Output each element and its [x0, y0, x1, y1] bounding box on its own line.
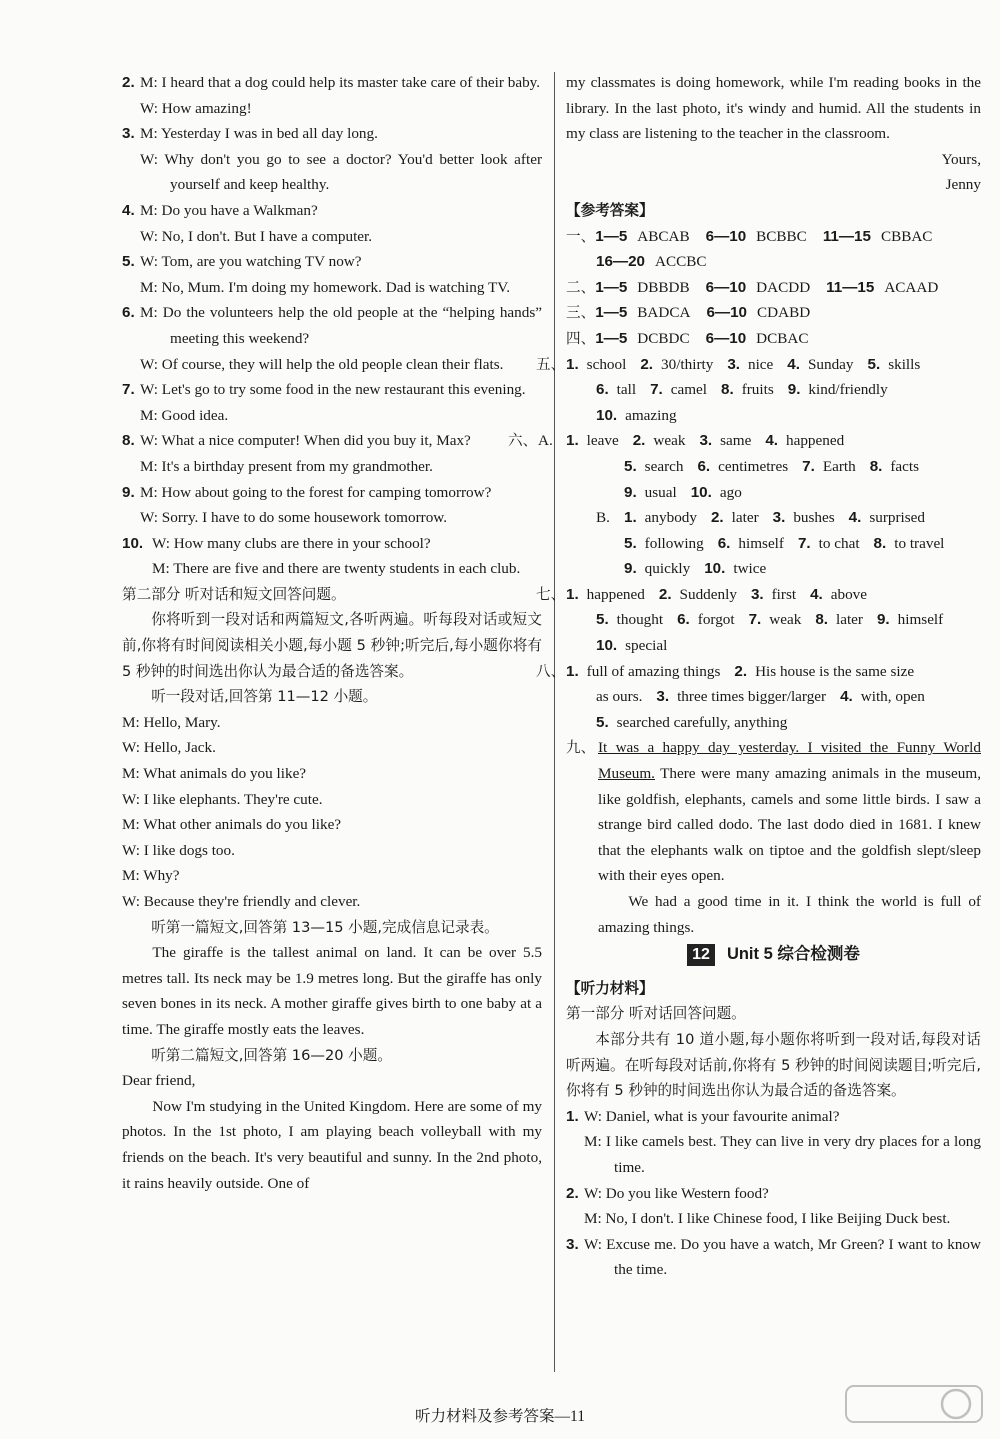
speaker-label: M: [140, 483, 162, 501]
right-column [508, 70, 981, 1283]
dialog-text: Why? [143, 867, 180, 885]
answer-range: 6—10 [706, 304, 747, 322]
answer-word: surprised [869, 509, 926, 527]
dialog-number: 3. [122, 125, 135, 143]
dialog-text: What other animals do you like? [143, 816, 342, 834]
answer-row [566, 275, 981, 301]
answer-word: facts [890, 457, 920, 475]
dialog-text: Hello, Jack. [143, 739, 216, 757]
speaker-label: W: [140, 253, 162, 271]
answer-range: 6—10 [705, 329, 747, 347]
dialog-line [566, 1104, 981, 1130]
answer-row [566, 607, 981, 633]
answer-word: above [830, 585, 868, 603]
letter-closing: Yours, [941, 150, 981, 168]
section-label: 五、 [536, 355, 566, 373]
dialog-line [122, 480, 542, 506]
dialog-text: Yesterday I was in bed all day long. [160, 125, 378, 143]
section-label: 二、 [566, 278, 596, 296]
answer-word: bushes [793, 509, 835, 527]
dialog-item [122, 300, 542, 377]
answer-number: 3. [727, 355, 740, 373]
answer-word: quickly [644, 560, 691, 578]
speaker-label: M: [140, 201, 162, 219]
conversation-line [122, 710, 542, 736]
dialog-number: 7. [122, 381, 135, 399]
dialog-line [122, 70, 542, 96]
answer-number: 6. [596, 381, 609, 399]
dialog-text: Hello, Mary. [143, 713, 221, 731]
speaker-label: W: [122, 841, 144, 859]
answer-word: first [771, 585, 797, 603]
letter-continuation: my classmates is doing homework, while I'm reading books in the library. In the last photo, it's windy and humid. All the students in my class are listening to the teacher in the classroom. [566, 74, 981, 143]
answer-number: 9. [876, 611, 890, 629]
answer-number: 1. [566, 585, 579, 603]
answer-number: 9. [787, 381, 801, 399]
answer-row [566, 710, 981, 736]
answer-value: CDABD [757, 304, 811, 322]
answer-number: 8. [815, 611, 828, 629]
answer-word: His house is the same size [755, 662, 915, 680]
answer-number: 4. [840, 688, 853, 706]
section-label: 一、 [566, 227, 596, 245]
section-label: 三、 [566, 304, 596, 322]
answer-word: skills [888, 355, 921, 373]
answer-word: search [644, 457, 684, 475]
dialog-item [122, 480, 542, 531]
section-label: 九、 [566, 739, 596, 757]
text-intro: 听第二篇短文,回答第 16—20 小题。 [151, 1046, 392, 1064]
answer-word: happened [786, 432, 845, 450]
dialog-text: How about going to the forest for camping tomorrow? [161, 483, 492, 501]
answer-value: DACDD [756, 278, 811, 296]
dialog-text: Because they're friendly and clever. [143, 893, 361, 910]
letter-greeting: Dear friend, [122, 1072, 196, 1090]
speaker-label: W: [584, 1235, 607, 1253]
speaker-label: M: [140, 278, 162, 296]
answer-word: amazing [625, 406, 677, 424]
answer-word: fruits [741, 381, 774, 399]
answer-number: 4. [810, 585, 823, 603]
answer-number: 4. [787, 355, 800, 373]
answer-row [566, 249, 981, 275]
speaker-label: W: [122, 893, 144, 910]
speaker-label: W: [140, 381, 162, 399]
dialog-item [122, 249, 542, 300]
dialog-number: 6. [122, 304, 135, 322]
answer-number: 2. [632, 432, 646, 450]
answer-word: ago [719, 483, 742, 501]
answer-number: 7. [802, 457, 815, 475]
passage-text: The giraffe is the tallest animal on land. It can be over 5.5 metres tall. Its neck may be 1.9 metres long. But the giraffe has only seven bones in its neck. A mother giraffe gives birth to one baby at a time. The giraffe mostly eats the leaves. [122, 944, 542, 1038]
answer-value: CBBAC [880, 227, 933, 245]
dialog-line [122, 556, 542, 582]
speaker-label: W: [140, 99, 162, 117]
answer-word: himself [738, 534, 784, 552]
answer-word: special [625, 637, 668, 655]
answer-range: 1—5 [595, 329, 628, 347]
conversation-line [122, 735, 542, 761]
dialog-text: No, Mum. I'm doing my homework. Dad is watching TV. [161, 278, 511, 296]
dialog-number: 3. [566, 1235, 579, 1253]
answer-word: happened [586, 585, 645, 603]
speaker-label: M: [584, 1210, 606, 1228]
answer-value: ACAAD [884, 278, 939, 296]
answer-row [566, 556, 981, 582]
answer-word: to travel [894, 534, 945, 552]
answer-word: following [644, 534, 704, 552]
dialog-text: Of course, they will help the old people clean their flats. [161, 355, 504, 373]
unit-title: Unit 5 综合检测卷 [726, 945, 860, 964]
dialog-text: Tom, are you watching TV now? [161, 253, 362, 271]
section-label: 八、 [536, 662, 566, 680]
answer-word: anybody [644, 509, 697, 527]
answer-range: 1—5 [595, 227, 628, 245]
answer-number: 5. [596, 611, 609, 629]
answer-row [566, 480, 981, 506]
answer-word: 30/thirty [661, 355, 714, 373]
conversation-line [122, 889, 542, 915]
dialog-line [566, 1129, 981, 1180]
conversation-line [122, 838, 542, 864]
answer-row [566, 531, 981, 557]
conversation-line [122, 812, 542, 838]
letter-body: Now I'm studying in the United Kingdom. Here are some of my photos. In the 1st photo, I am playing beach volleyball with my friends on the beach. It's very beautiful and sunny. In the 2nd photo, it rains heavily outside. One of [122, 1097, 542, 1192]
dialog-text: I heard that a dog could help its master take care of their baby. [161, 74, 541, 91]
answer-row [536, 352, 981, 378]
answer-word: weak [769, 611, 802, 629]
answer-number: 8. [869, 457, 883, 475]
answer-word: centimetres [718, 457, 789, 475]
section-intro: 你将听到一段对话和两篇短文,各听两遍。听每段对话或短文前,你将有时间阅读相关小题,每小题 5 秒钟;听完后,每小题你将有 5 秒钟的时间选出你认为最合适的备选答案。 [122, 611, 542, 680]
answer-number: 1. [566, 662, 579, 680]
answer-value: DBBDB [637, 278, 690, 296]
answer-number: 2. [710, 509, 724, 527]
speaker-label: W: [152, 534, 174, 552]
answer-word: himself [897, 611, 944, 629]
dialog-item [122, 70, 542, 121]
speaker-label: W: [140, 150, 165, 168]
speaker-label: M: [140, 304, 163, 322]
answer-value: ABCAB [637, 227, 690, 245]
dialog-line [122, 224, 542, 250]
answer-number: 10. [596, 406, 618, 424]
dialog-item [122, 377, 542, 428]
answer-number: 10. [690, 483, 712, 501]
dialog-line [566, 1181, 981, 1207]
speaker-label: M: [584, 1133, 606, 1151]
answer-word: same [720, 432, 752, 450]
section-intro: 本部分共有 10 道小题,每小题你将听到一段对话,每段对话听两遍。在听每段对话前,你将有 5 秒钟的时间阅读题目;听完后,你将有 5 秒钟的时间选出你认为最合适的备选答案。 [566, 1030, 981, 1100]
answer-word: school [586, 355, 627, 373]
writing-text: There were many amazing animals in the museum, like goldfish, elephants, camels and some little birds. I saw a strange bird called dodo. The last dodo died in 1681. I knew that the elephants walk on tiptoe and the goldfish slept/sleep with their eyes open. [598, 765, 981, 885]
answer-row [508, 428, 981, 454]
section-label: 七、 [536, 585, 566, 603]
answer-word: forgot [697, 611, 735, 629]
section-title: 第二部分 听对话和短文回答问题。 [122, 585, 346, 603]
answer-range: 6—10 [705, 227, 747, 245]
answer-word: camel [670, 381, 708, 399]
watermark-logo [844, 1384, 984, 1424]
dialog-line [122, 454, 542, 480]
dialog-line [122, 121, 542, 147]
answer-row [536, 582, 981, 608]
dialog-text: I like dogs too. [143, 841, 235, 859]
answer-word: as ours. [596, 688, 643, 706]
speaker-label: W: [140, 432, 162, 450]
answer-number: 3. [772, 509, 786, 527]
speaker-label: M: [140, 74, 162, 91]
answer-number: 1. [566, 432, 579, 450]
dialog-line [122, 249, 542, 275]
answer-number: 3. [699, 432, 713, 450]
speaker-label: M: [122, 816, 144, 834]
letter-signature: Jenny [945, 176, 981, 194]
answer-word: with, open [860, 688, 925, 706]
answer-word: three times bigger/larger [677, 688, 827, 706]
dialog-line [122, 428, 542, 454]
left-column [122, 70, 542, 1196]
dialog-line [122, 198, 542, 224]
answer-number: 7. [650, 381, 663, 399]
answer-number: 2. [658, 585, 672, 603]
dialog-item [122, 198, 542, 249]
dialog-line [122, 531, 542, 557]
dialog-item [566, 1232, 981, 1283]
dialog-number: 10. [122, 534, 144, 552]
answer-word: Earth [822, 457, 856, 475]
answer-word: searched carefully, anything [616, 713, 788, 731]
speaker-label: W: [584, 1107, 606, 1125]
answer-number: 8. [721, 381, 734, 399]
dialog-text: Sorry. I have to do some housework tomorrow. [161, 509, 448, 527]
dialog-item [122, 531, 542, 582]
section-label: 六、 [508, 432, 538, 450]
answer-row [566, 300, 981, 326]
answer-row [566, 684, 981, 710]
answer-word: usual [644, 483, 677, 501]
dialog-item [122, 121, 542, 198]
dialog-line [122, 147, 542, 198]
section-title: 第一部分 听对话回答问题。 [566, 1005, 746, 1023]
answer-number: 5. [867, 355, 881, 373]
dialog-text: I like camels best. They can live in very dry places for a long time. [605, 1133, 981, 1176]
answer-range: 6—10 [705, 278, 747, 296]
writing-paragraph: We had a good time in it. I think the world is full of amazing things. [598, 893, 981, 936]
dialog-text: There are five and there are twenty students in each club. [173, 560, 521, 578]
answer-number: 6. [697, 457, 711, 475]
answer-number: 7. [797, 534, 811, 552]
speaker-label: M: [122, 765, 144, 783]
subsection-label: B. [596, 509, 610, 527]
dialog-line [122, 403, 542, 429]
answer-word: full of amazing things [586, 662, 721, 680]
speaker-label: W: [584, 1184, 606, 1202]
dialog-text: I like elephants. They're cute. [143, 790, 323, 808]
underlined-sentence: It was a happy day yesterday. I visited the Funny World Museum. [598, 739, 981, 783]
dialog-text: How many clubs are there in your school? [173, 534, 431, 552]
answer-row [566, 403, 981, 429]
answer-value: ACCBC [654, 253, 707, 271]
answer-range: 1—5 [595, 278, 628, 296]
unit-heading [566, 942, 981, 968]
speaker-label: M: [140, 125, 161, 143]
dialog-number: 5. [122, 253, 135, 271]
answer-range: 16—20 [596, 253, 645, 271]
dialog-text: How amazing! [161, 99, 252, 117]
answer-number: 10. [596, 637, 618, 655]
answer-range: 1—5 [595, 304, 628, 322]
answer-row [566, 633, 981, 659]
answer-row [566, 326, 981, 352]
answer-number: 1. [624, 509, 637, 527]
listening-title: 【听力材料】 [566, 979, 654, 997]
answer-number: 5. [596, 713, 609, 731]
answer-number: 5. [624, 534, 637, 552]
speaker-label: M: [152, 560, 174, 578]
answer-row [566, 454, 981, 480]
answer-number: 2. [640, 355, 653, 373]
answers-title: 【参考答案】 [566, 201, 654, 219]
answer-number: 9. [624, 483, 637, 501]
dialog-text: No, I don't. But I have a computer. [161, 227, 373, 245]
dialog-text: Daniel, what is your favourite animal? [605, 1107, 840, 1125]
answer-number: 3. [750, 585, 764, 603]
answer-number: 4. [765, 432, 778, 450]
dialog-number: 4. [122, 201, 135, 219]
dialog-line [566, 1206, 981, 1232]
speaker-label: M: [122, 867, 144, 885]
answer-number: 3. [656, 688, 670, 706]
answer-word: thought [616, 611, 664, 629]
dialog-text: Do you have a Walkman? [161, 201, 318, 219]
subsection-label: A. [538, 432, 553, 450]
answer-number: 10. [704, 560, 726, 578]
dialog-line [122, 275, 542, 301]
dialog-text: Do the volunteers help the old people at the “helping hands” meeting this weekend? [162, 304, 542, 347]
answer-number: 7. [748, 611, 762, 629]
answer-number: 4. [848, 509, 862, 527]
dialog-text: No, I don't. I like Chinese food, I like Beijing Duck best. [605, 1210, 951, 1228]
answer-value: BCBBC [756, 227, 807, 245]
answer-word: kind/friendly [808, 381, 888, 399]
conversation-line [122, 787, 542, 813]
speaker-label: W: [122, 739, 144, 757]
answer-range: 11—15 [822, 227, 871, 245]
answer-word: to chat [818, 534, 860, 552]
dialog-item [566, 1104, 981, 1181]
dialog-line [122, 96, 542, 122]
dialog-number: 2. [566, 1184, 579, 1202]
dialog-item [122, 428, 542, 479]
dialog-text: What animals do you like? [143, 765, 307, 783]
answer-word: twice [733, 560, 767, 578]
dialog-line [566, 1232, 981, 1283]
dialog-line [122, 377, 542, 403]
answer-word: tall [616, 381, 637, 399]
dialog-item [566, 1181, 981, 1232]
answer-word: Sunday [807, 355, 854, 373]
answer-value: DCBAC [756, 329, 809, 347]
answer-value: DCBDC [637, 329, 690, 347]
answer-word: Suddenly [679, 585, 737, 603]
section-label: 四、 [566, 329, 596, 347]
dialog-intro: 听一段对话,回答第 11—12 小题。 [151, 688, 378, 706]
answer-writing [566, 735, 981, 889]
dialog-text: Let's go to try some food in the new restaurant this evening. [161, 381, 526, 399]
speaker-label: W: [122, 790, 144, 808]
dialog-line [122, 300, 542, 351]
answer-row [566, 224, 981, 250]
unit-badge: 12 [687, 944, 715, 966]
conversation-line [122, 863, 542, 889]
speaker-label: W: [140, 227, 162, 245]
dialog-text: Excuse me. Do you have a watch, Mr Green? I want to know the time. [606, 1235, 981, 1279]
column-divider [554, 72, 555, 1372]
speaker-label: W: [140, 355, 162, 373]
dialog-text: Good idea. [161, 406, 229, 424]
speaker-label: W: [140, 509, 162, 527]
dialog-number: 9. [122, 483, 135, 501]
dialog-number: 1. [566, 1107, 579, 1125]
dialog-number: 2. [122, 74, 135, 91]
answer-word: later [836, 611, 863, 629]
speaker-label: M: [140, 457, 162, 475]
answer-value: BADCA [637, 304, 691, 322]
dialog-text: It's a birthday present from my grandmother. [161, 457, 433, 475]
answer-row [566, 505, 981, 531]
conversation-line [122, 761, 542, 787]
dialog-text: What a nice computer! When did you buy it, Max? [161, 432, 471, 450]
answer-word: weak [653, 432, 686, 450]
answer-number: 2. [734, 662, 748, 680]
dialog-number: 8. [122, 432, 135, 450]
answer-number: 6. [677, 611, 690, 629]
answer-number: 8. [873, 534, 887, 552]
page-footer: 听力材料及参考答案—11 [415, 1408, 585, 1425]
answer-number: 6. [717, 534, 731, 552]
answer-word: leave [586, 432, 619, 450]
answer-row [566, 377, 981, 403]
dialog-text: Why don't you go to see a doctor? You'd better look after yourself and keep healthy. [164, 150, 542, 194]
answer-word: later [731, 509, 759, 527]
speaker-label: M: [122, 713, 144, 731]
answer-range: 11—15 [826, 278, 875, 296]
answer-row [536, 659, 981, 685]
text-intro: 听第一篇短文,回答第 13—15 小题,完成信息记录表。 [151, 918, 499, 936]
answer-word: nice [747, 355, 774, 373]
dialog-line [122, 505, 542, 531]
answer-number: 5. [624, 457, 637, 475]
answer-number: 9. [624, 560, 637, 578]
speaker-label: M: [140, 406, 162, 424]
answer-number: 1. [566, 355, 579, 373]
dialog-line [122, 352, 542, 378]
dialog-text: Do you like Western food? [605, 1184, 769, 1202]
